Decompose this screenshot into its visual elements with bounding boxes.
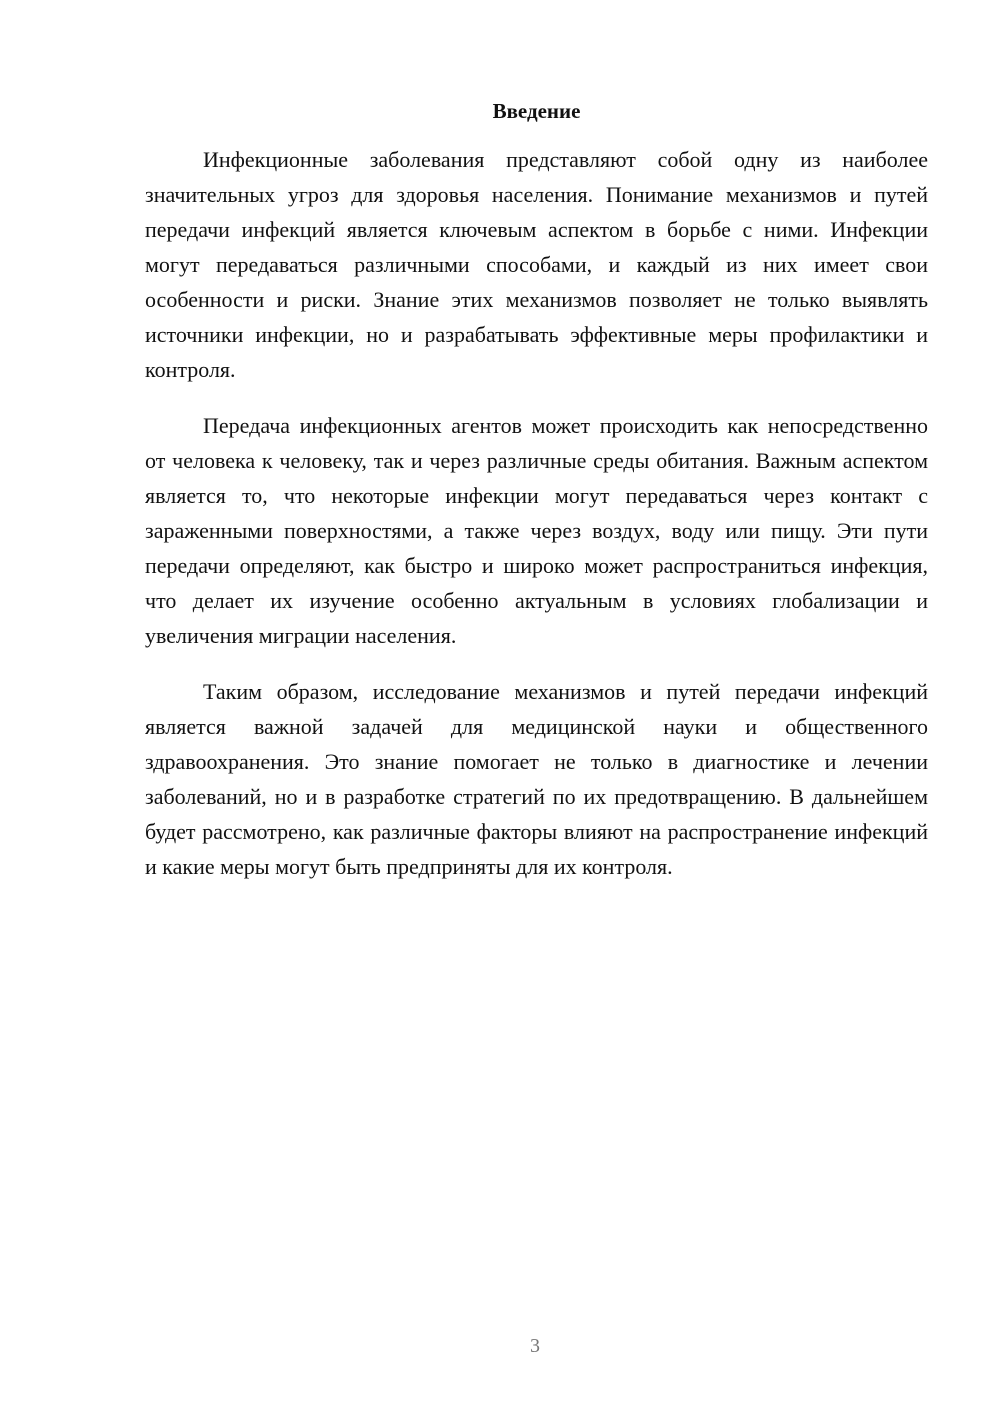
page-number: 3 xyxy=(530,1335,540,1357)
page-title: Введение xyxy=(492,99,581,123)
paragraph-3: Таким образом, исследование механизмов и путей передачи инфекций является важной задачей для медицинской науки и общественного здравоохранения. Это знание помогает не только в диагностике и лечении заболеваний, но и в разработке стратегий по их предотвращению. В дальнейшем будет рассмотрено, как различные факторы влияют на распространение инфекций и какие меры могут быть предприняты для их контроля. xyxy=(145,679,928,879)
paragraph-2: Передача инфекционных агентов может происходить как непосредственно от человека к человеку, так и через различные среды обитания. Важным аспектом является то, что некоторые инфекции могут передаваться через контакт с зараженными поверхностями, а также через воздух, воду или пищу. Эти пути передачи определяют, как быстро и широко может распространиться инфекция, что делает их изучение особенно актуальным в условиях глобализации и увеличения миграции населения. xyxy=(145,413,928,648)
paragraph-1: Инфекционные заболевания представляют собой одну из наиболее значительных угроз для здоровья населения. Понимание механизмов и путей передачи инфекций является ключевым аспектом в борьбе с ними. Инфекции могут передаваться различными способами, и каждый из них имеет свои особенности и риски. Знание этих механизмов позволяет не только выявлять источники инфекции, но и разрабатывать эффективные меры профилактики и контроля. xyxy=(145,147,928,382)
document-body xyxy=(145,142,928,905)
